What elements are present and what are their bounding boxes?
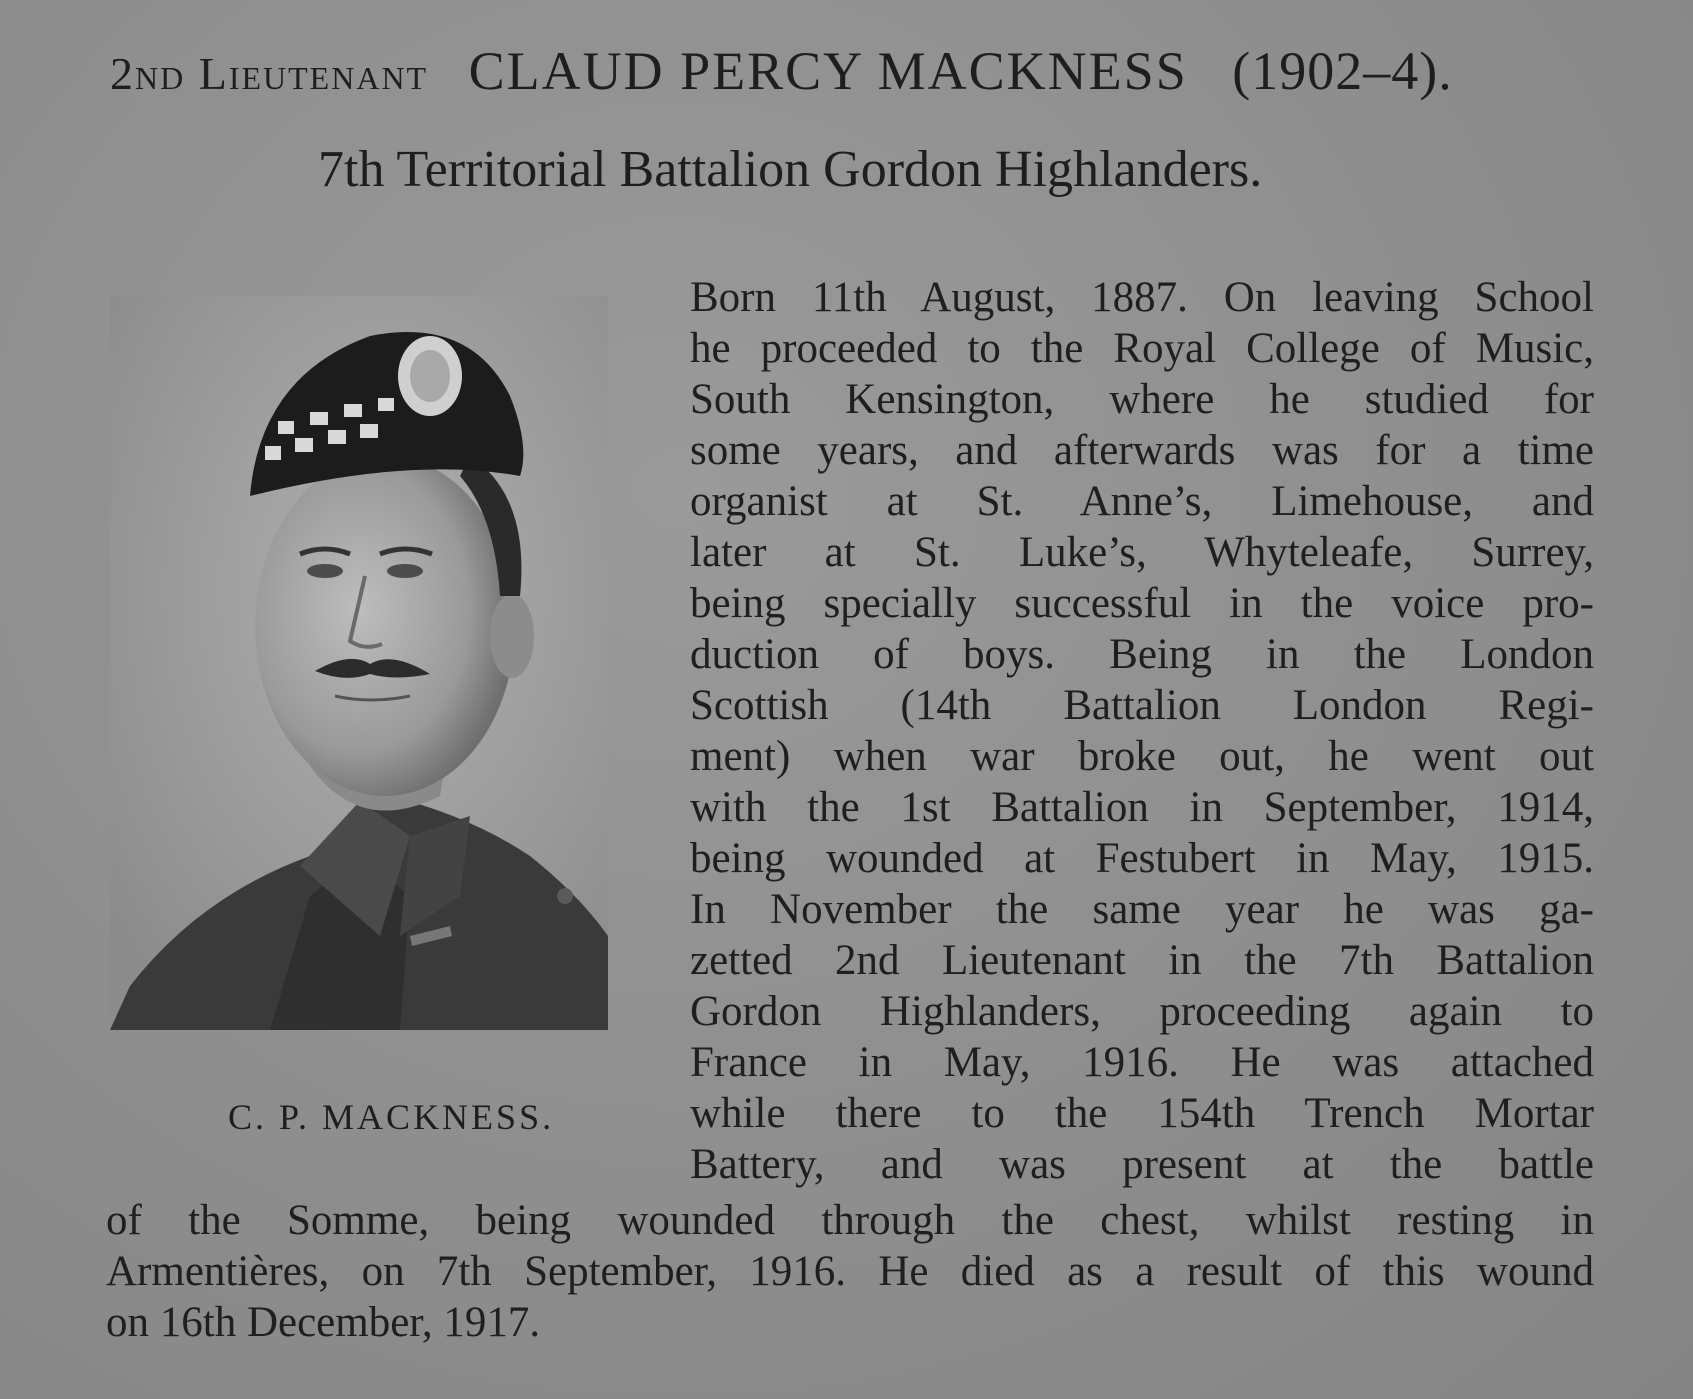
bio-line: Born 11th August, 1887. On leaving School — [690, 274, 1594, 321]
page-heading — [110, 40, 1610, 102]
bio-line: on 16th December, 1917. — [106, 1299, 541, 1346]
heading-rank: 2nd Lieutenant — [110, 48, 429, 99]
bio-line: with the 1st Battalion in September, 1914, — [690, 784, 1594, 831]
bio-line: Gordon Highlanders, proceeding again to — [690, 988, 1594, 1035]
bio-line: Armentières, on 7th September, 1916. He died as a result of this wound — [106, 1248, 1594, 1295]
bio-line: organist at St. Anne’s, Limehouse, and — [690, 478, 1594, 525]
bio-line: ment) when war broke out, he went out — [690, 733, 1594, 780]
bio-line: South Kensington, where he studied for — [690, 376, 1594, 423]
portrait-photo — [110, 296, 608, 1030]
heading-name: CLAUD PERCY MACKNESS — [468, 41, 1188, 101]
bio-line: he proceeded to the Royal College of Music, — [690, 325, 1594, 372]
bio-line: zetted 2nd Lieutenant in the 7th Battalion — [690, 937, 1594, 984]
bio-line: Scottish (14th Battalion London Regi- — [690, 682, 1594, 729]
bio-line: being specially successful in the voice pro- — [690, 580, 1594, 627]
heading-years: (1902–4). — [1232, 41, 1453, 101]
portrait-illustration — [110, 296, 608, 1030]
bio-line: Battery, and was present at the battle — [690, 1141, 1594, 1188]
bio-line: while there to the 154th Trench Mortar — [690, 1090, 1594, 1137]
biography-column — [690, 272, 1594, 1190]
bio-line: duction of boys. Being in the London — [690, 631, 1594, 678]
photo-caption: C. P. MACKNESS. — [228, 1097, 555, 1137]
bio-line: later at St. Luke’s, Whyteleafe, Surrey, — [690, 529, 1594, 576]
bio-line: In November the same year he was ga- — [690, 886, 1594, 933]
bio-line: some years, and afterwards was for a time — [690, 427, 1594, 474]
bio-line: of the Somme, being wounded through the chest, whilst resting in — [106, 1197, 1594, 1244]
biography-continuation — [106, 1195, 1594, 1348]
bio-line: France in May, 1916. He was attached — [690, 1039, 1594, 1086]
bio-line: being wounded at Festubert in May, 1915. — [690, 835, 1594, 882]
page-subheading: 7th Territorial Battalion Gordon Highlanders. — [318, 141, 1263, 198]
